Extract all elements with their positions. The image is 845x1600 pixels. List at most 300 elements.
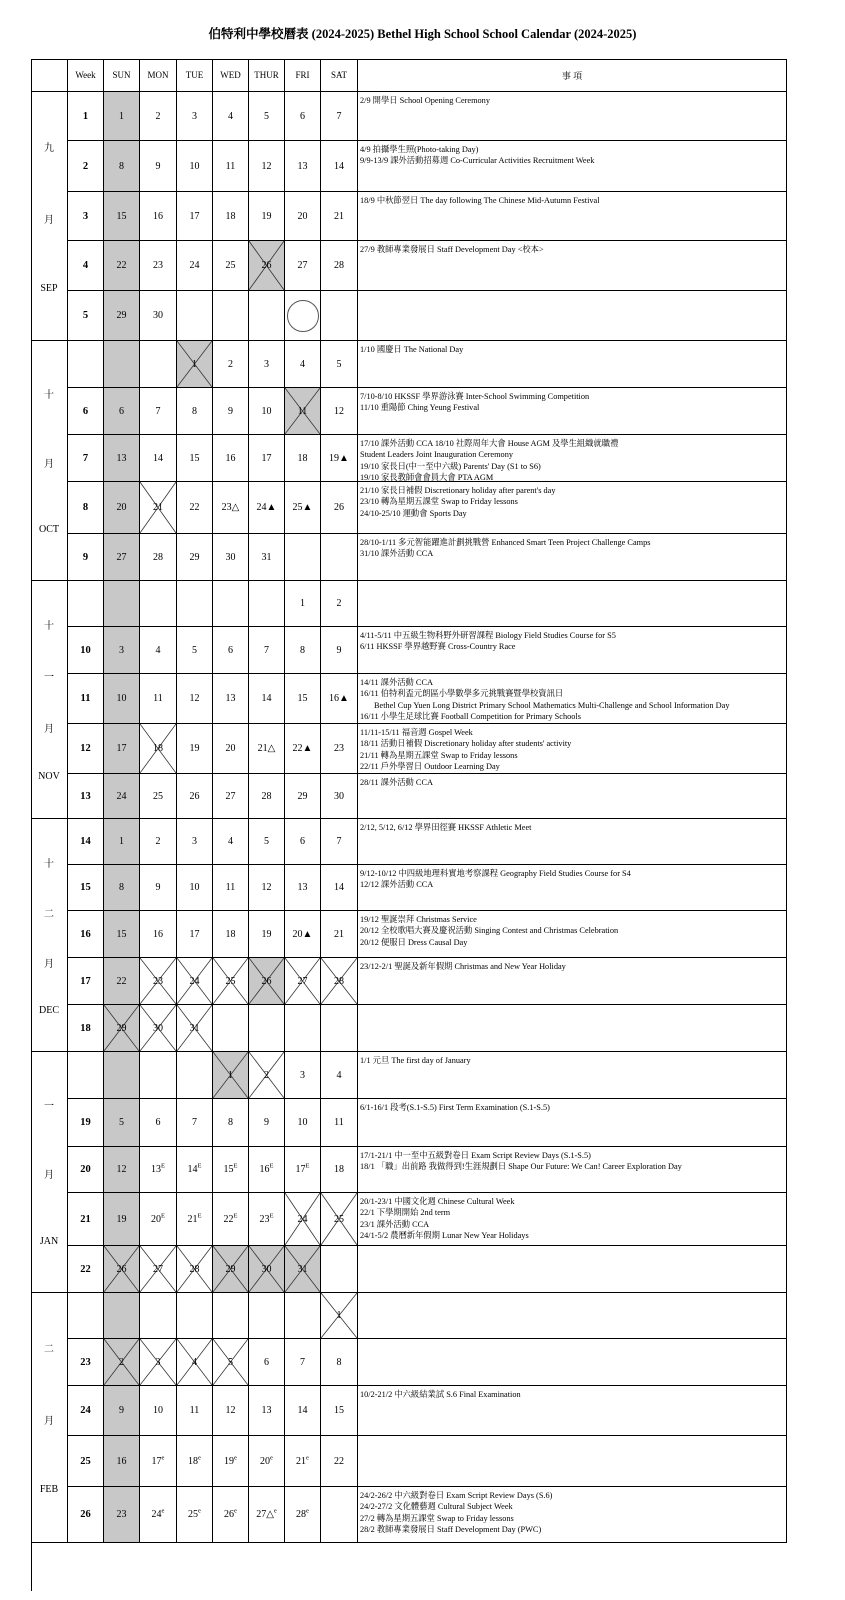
day-cell[interactable] [140,482,177,534]
day-cell[interactable] [140,1099,177,1147]
day-cell[interactable] [285,341,321,388]
day-cell[interactable] [213,435,249,482]
day-cell[interactable] [321,581,358,627]
day-number: 31 [189,1022,200,1034]
day-number: 26 [261,975,272,987]
event-line: 23/12-2/1 聖誕及新年假期 Christmas and New Year Holiday [360,962,566,971]
day-cell[interactable] [213,1193,249,1246]
day-cell[interactable] [104,627,140,674]
day-number: 14 [334,882,344,893]
day-number: 25 [334,1213,344,1225]
day-cell[interactable] [140,1436,177,1487]
day-cell[interactable] [249,1147,285,1193]
day-number: 8 [336,1356,342,1368]
day-cell[interactable] [321,1436,358,1487]
day-cell[interactable] [104,435,140,482]
month-label-text: 二 [44,1343,54,1355]
day-cell[interactable] [140,388,177,435]
month-label [31,1052,68,1293]
day-cell[interactable] [104,1052,140,1099]
week-number: 2 [68,141,104,192]
event-line: 23/10 轉為星期五課堂 Swap to Friday lessons [360,497,518,507]
event-notes [358,241,787,291]
day-cell[interactable] [213,627,249,674]
day-number: 29 [189,551,200,563]
event-line: 11/10 重陽節 Ching Yeung Festival [360,403,480,413]
event-line: 4/9 拍攝學生照(Photo-taking Day) [360,145,479,154]
day-cell[interactable] [104,774,140,819]
day-number: 21 [153,502,163,513]
day-cell[interactable] [249,1099,285,1147]
day-cell[interactable] [140,1005,177,1052]
day-cell[interactable] [213,92,249,141]
day-cell[interactable] [140,241,177,291]
day-cell[interactable] [249,1005,285,1052]
day-cell[interactable] [104,341,140,388]
day-cell[interactable] [285,1436,321,1487]
day-cell[interactable] [285,435,321,482]
day-cell[interactable] [177,1099,213,1147]
week-number: 20 [68,1147,104,1193]
day-cell[interactable] [177,341,213,388]
day-cell[interactable] [177,1436,213,1487]
day-number: 6 [228,644,233,656]
event-line: 1/10 國慶日 The National Day [360,345,464,354]
day-cell[interactable] [285,1386,321,1436]
day-number: 30 [225,551,236,563]
day-cell[interactable] [249,627,285,674]
day-cell[interactable] [285,819,321,865]
day-cell[interactable] [285,1487,321,1543]
day-cell[interactable] [249,958,285,1005]
day-cell[interactable] [321,1339,358,1386]
day-cell[interactable] [104,388,140,435]
day-cell[interactable] [249,92,285,141]
day-cell[interactable] [321,435,358,482]
day-cell[interactable] [321,1487,358,1543]
day-cell[interactable] [285,911,321,958]
week-number: 25 [68,1436,104,1487]
day-cell[interactable] [249,1193,285,1246]
day-cell[interactable] [285,291,321,341]
day-cell[interactable] [177,581,213,627]
day-cell[interactable] [177,1193,213,1246]
day-cell[interactable] [104,1436,140,1487]
day-cell[interactable] [104,674,140,724]
day-cell[interactable] [104,1487,140,1543]
week-number: 4 [68,241,104,291]
day-cell[interactable] [285,192,321,241]
day-cell[interactable] [321,911,358,958]
day-cell[interactable] [249,1246,285,1293]
day-cell[interactable] [285,534,321,581]
day-cell[interactable] [213,1386,249,1436]
day-cell[interactable] [177,724,213,774]
day-cell[interactable] [249,724,285,774]
day-number: 24 [297,1213,308,1225]
day-cell[interactable] [213,1099,249,1147]
event-line: 1/1 元旦 The first day of January [360,1056,471,1065]
day-cell[interactable] [213,192,249,241]
day-number: 12 [189,693,200,704]
day-cell[interactable] [213,534,249,581]
day-cell[interactable] [321,241,358,291]
day-cell[interactable] [321,1005,358,1052]
week-number: 3 [68,192,104,241]
day-number: 25 [225,975,236,987]
day-cell[interactable] [285,141,321,192]
day-number: 10 [189,160,200,172]
day-cell[interactable] [213,1005,249,1052]
day-cell[interactable] [213,482,249,534]
day-cell[interactable] [177,819,213,865]
day-cell[interactable] [177,92,213,141]
day-cell[interactable] [321,192,358,241]
day-number: 23 [153,975,163,987]
day-cell[interactable] [249,819,285,865]
day-cell[interactable] [285,1293,321,1339]
day-cell[interactable] [249,192,285,241]
day-number: 12 [225,1405,236,1416]
day-number: 7 [264,644,269,656]
day-cell[interactable] [321,1246,358,1293]
day-cell[interactable] [140,1487,177,1543]
day-cell[interactable] [285,1005,321,1052]
day-cell[interactable] [249,581,285,627]
week-number: 11 [68,674,104,724]
day-cell[interactable] [177,1246,213,1293]
day-cell[interactable] [140,774,177,819]
day-cell[interactable] [249,1052,285,1099]
day-cell[interactable] [285,482,321,534]
day-cell[interactable] [177,241,213,291]
day-number: 19 [261,210,272,222]
day-number: 8 [192,405,197,417]
day-number: 8 [119,882,124,893]
day-number: 10 [297,1117,308,1128]
day-cell[interactable] [104,1147,140,1193]
event-notes [358,958,787,1005]
event-notes [358,1436,787,1487]
event-notes [358,92,787,141]
day-cell[interactable] [321,1147,358,1193]
day-cell[interactable] [104,192,140,241]
day-number: 20 [116,502,127,513]
day-cell[interactable] [213,774,249,819]
day-number: 1 [119,836,124,847]
day-cell[interactable] [213,241,249,291]
day-cell[interactable] [140,141,177,192]
day-cell[interactable] [177,627,213,674]
day-cell[interactable] [104,819,140,865]
day-cell[interactable] [104,141,140,192]
day-cell[interactable] [249,1293,285,1339]
day-cell[interactable] [285,1193,321,1246]
day-number: 6 [300,836,305,847]
day-cell[interactable] [177,1147,213,1193]
week-number: 9 [68,534,104,581]
day-cell[interactable] [104,1099,140,1147]
day-cell[interactable] [285,388,321,435]
s6-exam-mark: e [198,1507,201,1515]
s6-exam-mark: e [306,1507,309,1515]
day-number: 27 [116,551,127,563]
day-cell[interactable] [104,581,140,627]
day-cell[interactable] [249,141,285,192]
event-notes [358,1052,787,1099]
day-cell[interactable] [249,911,285,958]
day-cell[interactable] [104,1386,140,1436]
day-cell[interactable] [249,1436,285,1487]
week-number: 13 [68,774,104,819]
day-cell[interactable] [213,1147,249,1193]
day-cell[interactable] [140,819,177,865]
day-cell[interactable] [321,1293,358,1339]
day-cell[interactable] [249,341,285,388]
day-cell[interactable] [104,241,140,291]
day-cell[interactable] [104,92,140,141]
day-cell[interactable] [249,865,285,911]
day-cell[interactable] [321,865,358,911]
day-cell[interactable] [249,435,285,482]
day-cell[interactable] [321,141,358,192]
day-number: 13 [297,882,308,893]
day-cell[interactable] [285,1099,321,1147]
week-number: 1 [68,92,104,141]
day-cell[interactable] [213,1293,249,1339]
day-cell[interactable] [140,92,177,141]
day-cell[interactable] [177,1005,213,1052]
day-cell[interactable] [140,534,177,581]
day-cell[interactable] [213,958,249,1005]
day-number: 28 [261,790,272,802]
day-cell[interactable] [249,674,285,724]
day-cell[interactable] [285,958,321,1005]
day-cell[interactable] [285,774,321,819]
day-cell[interactable] [104,911,140,958]
day-cell[interactable] [177,1293,213,1339]
day-number: 4 [336,1069,342,1081]
day-cell[interactable] [213,1339,249,1386]
day-number: 27 [297,260,308,271]
day-cell[interactable] [104,724,140,774]
day-cell[interactable] [213,1487,249,1543]
day-cell[interactable] [285,1339,321,1386]
day-cell[interactable] [104,865,140,911]
day-cell[interactable] [321,958,358,1005]
day-cell[interactable] [249,1487,285,1543]
day-cell[interactable] [104,1005,140,1052]
day-cell[interactable] [140,724,177,774]
day-cell[interactable] [177,141,213,192]
day-cell[interactable] [104,1339,140,1386]
day-number: $20^E$ [151,1212,165,1225]
day-cell[interactable] [213,819,249,865]
day-cell[interactable] [285,1246,321,1293]
day-cell[interactable] [285,865,321,911]
day-cell[interactable] [104,534,140,581]
day-cell[interactable] [249,388,285,435]
day-cell[interactable] [140,1293,177,1339]
day-number: 11 [189,1405,200,1416]
day-cell[interactable] [213,388,249,435]
day-number: 14 [334,160,344,172]
day-cell[interactable] [213,911,249,958]
day-cell[interactable] [177,1052,213,1099]
day-cell[interactable] [213,1052,249,1099]
day-number: 27 [297,975,308,987]
day-cell[interactable] [321,627,358,674]
day-cell[interactable] [321,341,358,388]
day-cell[interactable] [177,774,213,819]
day-cell[interactable] [285,581,321,627]
day-cell[interactable] [285,92,321,141]
day-number: 12 [261,882,272,893]
day-cell[interactable] [213,341,249,388]
day-cell[interactable] [140,865,177,911]
day-cell[interactable] [177,1386,213,1436]
day-cell[interactable] [249,534,285,581]
day-number: 17 [189,210,200,222]
day-cell[interactable] [140,1386,177,1436]
day-cell[interactable] [249,774,285,819]
day-cell[interactable] [321,388,358,435]
day-cell[interactable] [321,674,358,724]
day-cell[interactable] [177,865,213,911]
day-number: 22 [116,975,127,987]
day-cell[interactable] [140,435,177,482]
exam-mark: E [233,1212,238,1220]
day-cell[interactable] [104,1193,140,1246]
day-cell[interactable] [213,674,249,724]
day-cell[interactable] [177,192,213,241]
day-cell[interactable] [177,291,213,341]
day-cell[interactable] [140,911,177,958]
day-cell[interactable] [140,1193,177,1246]
day-number: 13 [297,160,308,172]
day-cell[interactable] [140,192,177,241]
day-cell[interactable] [213,1246,249,1293]
day-cell[interactable] [249,241,285,291]
day-cell[interactable] [177,534,213,581]
day-number: 22▲ [292,743,313,754]
day-cell[interactable] [285,724,321,774]
day-cell[interactable] [140,291,177,341]
day-number: $13^E$ [151,1162,165,1175]
day-cell[interactable] [177,911,213,958]
day-number: 31 [297,1263,308,1275]
exam-mark: E [269,1162,274,1170]
day-number: 4 [228,836,233,847]
day-cell[interactable] [321,724,358,774]
day-cell[interactable] [177,674,213,724]
day-number: 21 [334,210,344,222]
day-cell[interactable] [104,291,140,341]
day-cell[interactable] [321,534,358,581]
day-cell[interactable] [104,1246,140,1293]
day-number: 12 [334,405,344,417]
day-cell[interactable] [285,1052,321,1099]
day-cell[interactable] [321,482,358,534]
day-cell[interactable] [177,1339,213,1386]
day-cell[interactable] [249,1339,285,1386]
day-cell[interactable] [321,1052,358,1099]
day-cell[interactable] [249,291,285,341]
day-number: 1 [228,1069,233,1081]
week-number: 21 [68,1193,104,1246]
day-cell[interactable] [321,819,358,865]
event-notes [358,1147,787,1193]
day-cell[interactable] [177,1487,213,1543]
day-cell[interactable] [104,482,140,534]
event-line: 19/12 聖誕崇拜 Christmas Service [360,915,477,924]
day-cell[interactable] [140,1339,177,1386]
day-cell[interactable] [213,865,249,911]
day-cell[interactable] [140,627,177,674]
day-cell[interactable] [177,958,213,1005]
day-cell[interactable] [140,581,177,627]
month-label [31,819,68,1052]
day-number: 19▲ [329,452,349,464]
day-cell[interactable] [285,241,321,291]
day-cell[interactable] [177,435,213,482]
event-line: 31/10 課外活動 CCA [360,549,434,559]
day-number: 28 [334,260,344,271]
event-line: 7/10-8/10 HKSSF 學界游泳賽 Inter-School Swimming Competition [360,392,590,401]
event-notes [358,388,787,435]
day-cell[interactable] [321,1386,358,1436]
day-cell[interactable] [140,958,177,1005]
day-cell[interactable] [249,482,285,534]
day-cell[interactable] [140,674,177,724]
day-number: 18 [297,452,308,464]
day-cell[interactable] [140,1246,177,1293]
day-cell[interactable] [213,581,249,627]
day-cell[interactable] [140,1052,177,1099]
day-cell[interactable] [321,1099,358,1147]
day-cell[interactable] [213,291,249,341]
s6-exam-mark: e [270,1454,273,1462]
header-fri: FRI [285,59,321,92]
day-cell[interactable] [104,958,140,1005]
day-cell[interactable] [321,291,358,341]
day-cell[interactable] [177,482,213,534]
day-cell[interactable] [321,92,358,141]
day-number: $15^E$ [223,1162,238,1175]
week-number: 17 [68,958,104,1005]
day-number: 16 [153,210,163,222]
day-number: $23^E$ [259,1212,274,1225]
day-cell[interactable] [285,674,321,724]
day-cell[interactable] [321,1193,358,1246]
day-cell[interactable] [321,774,358,819]
day-cell[interactable] [285,627,321,674]
event-notes [358,1005,787,1052]
day-cell[interactable] [249,1386,285,1436]
day-cell[interactable] [177,388,213,435]
day-cell[interactable] [140,1147,177,1193]
day-cell[interactable] [285,1147,321,1193]
day-cell[interactable] [140,341,177,388]
day-number: $22^E$ [223,1212,238,1225]
day-cell[interactable] [213,724,249,774]
staff-development-circle [287,300,319,332]
day-cell[interactable] [213,1436,249,1487]
day-cell[interactable] [104,1293,140,1339]
month-label-text: FEB [39,1484,59,1496]
day-number: 26 [116,1263,127,1275]
day-cell[interactable] [213,141,249,192]
